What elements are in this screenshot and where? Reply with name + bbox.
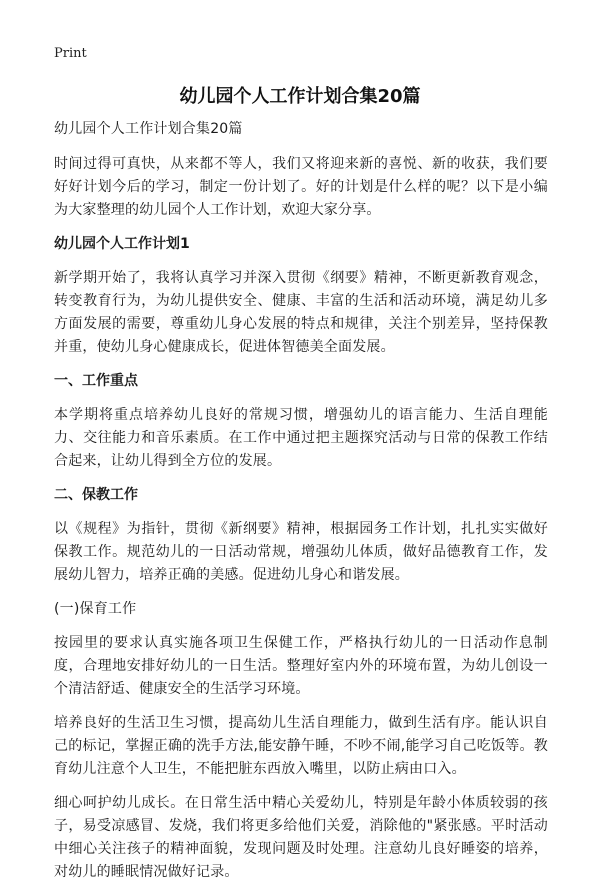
document-body (54, 118, 548, 895)
section-paragraph-work-focus: 本学期将重点培养幼儿良好的常规习惯，增强幼儿的语言能力、生活自理能力、交往能力和音乐素质。在工作中通过把主题探究活动与日常的保教工作结合起来，让幼儿得到全方位的发展。 (54, 407, 548, 469)
print-label: Print (54, 46, 87, 61)
section-paragraph-plan-1: 新学期开始了，我将认真学习并深入贯彻《纲要》精神，不断更新教育观念，转变教育行为，为幼儿提供安全、健康、丰富的生活和活动环境，满足幼儿多方面发展的需要，尊重幼儿身心发展的特点和规律，关注个别差异，坚持保教并重，使幼儿身心健康成长，促进体智德美全面发展。 (54, 270, 548, 355)
document-subtitle: 幼儿园个人工作计划合集20篇 (54, 121, 243, 137)
document-title: 幼儿园个人工作计划合集20篇 (179, 86, 421, 107)
section-heading-plan-1: 幼儿园个人工作计划1 (54, 236, 190, 252)
section-heading-work-focus: 一、工作重点 (54, 373, 138, 389)
care-paragraph-2: 培养良好的生活卫生习惯，提高幼儿生活自理能力，做到生活有序。能认识自己的标记，掌握正确的洗手方法,能安静午睡，不吵不闹,能学习自己吃饭等。教育幼儿注意个人卫生，不能把脏东西放入嘴里，以防止病由口入。 (54, 715, 548, 777)
care-paragraph-1: 按园里的要求认真实施各项卫生保健工作，严格执行幼儿的一日活动作息制度，合理地安排好幼儿的一日生活。整理好室内外的环境布置，为幼儿创设一个清洁舒适、健康安全的生活学习环境。 (54, 635, 548, 697)
intro-paragraph: 时间过得可真快，从来都不等人，我们又将迎来新的喜悦、新的收获，我们要好好计划今后的学习，制定一份计划了。好的计划是什么样的呢？以下是小编为大家整理的幼儿园个人工作计划，欢迎大家分享。 (54, 156, 548, 218)
subsection-heading-care-work: (一)保育工作 (54, 601, 137, 617)
care-paragraph-3: 细心呵护幼儿成长。在日常生活中精心关爱幼儿，特别是年龄小体质较弱的孩子，易受凉感冒、发烧，我们将更多给他们关爱，消除他的"紧张感。平时活动中细心关注孩子的精神面貌，发现问题及时处理。注意幼儿良好睡姿的培养，对幼儿的睡眠情况做好记录。 (54, 795, 548, 880)
section-heading-care-education: 二、保教工作 (54, 487, 138, 503)
section-paragraph-care-education: 以《规程》为指针，贯彻《新纲要》精神，根据园务工作计划，扎扎实实做好保教工作。规范幼儿的一日活动常规，增强幼儿体质，做好品德教育工作，发展幼儿智力，培养正确的美感。促进幼儿身心和谐发展。 (54, 521, 548, 583)
